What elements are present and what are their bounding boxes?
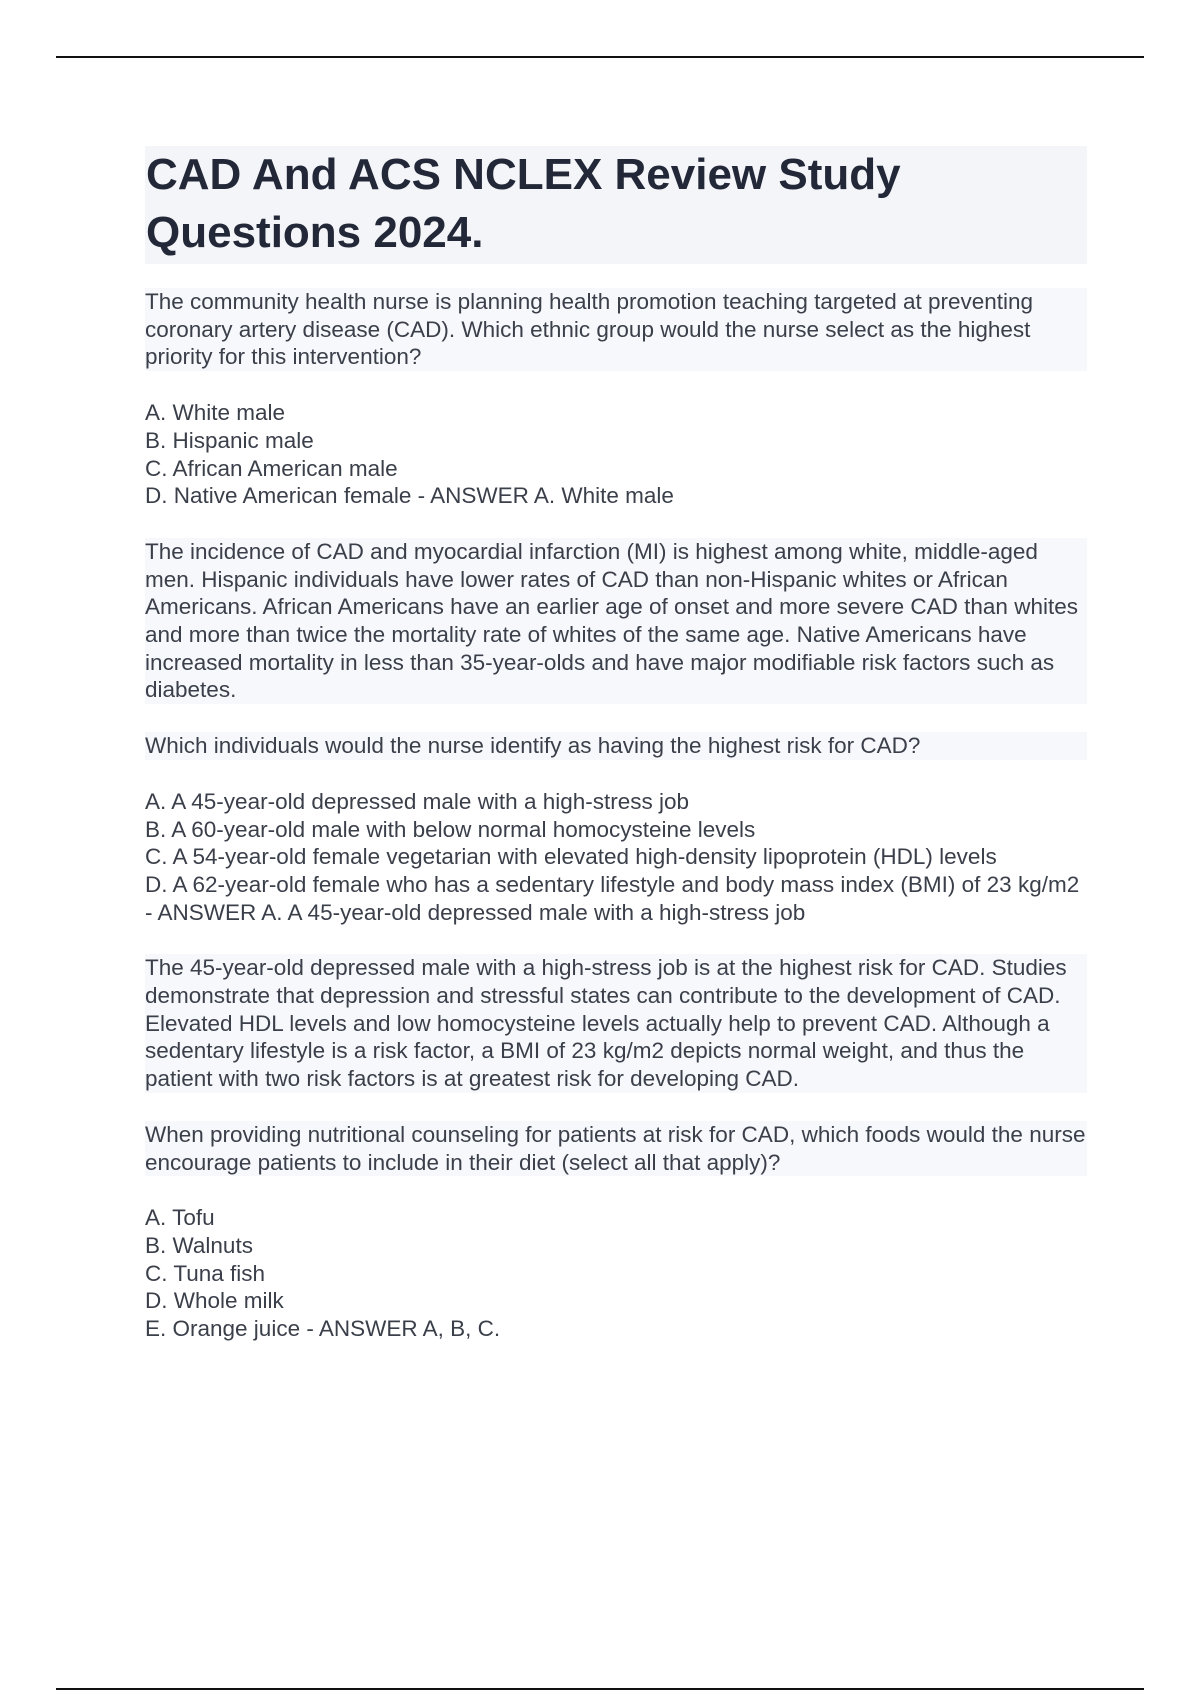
question-1-option-a: A. White male bbox=[145, 400, 286, 426]
question-2-option-d-answer: D. A 62-year-old female who has a sedentary lifestyle and body mass index (BMI) of 23 kg/m2 - ANSWER A. A 45-year-old depressed male with a high-stress job bbox=[145, 871, 1080, 925]
header-rule bbox=[56, 56, 1144, 58]
document-body bbox=[145, 146, 1087, 1371]
question-2-option-a: A. A 45-year-old depressed male with a high-stress job bbox=[145, 788, 690, 814]
question-2-text: Which individuals would the nurse identify as having the highest risk for CAD? bbox=[145, 732, 1087, 760]
question-1-option-c: C. African American male bbox=[145, 455, 398, 481]
footer-rule bbox=[56, 1688, 1144, 1690]
question-1-option-d-answer: D. Native American female - ANSWER A. White male bbox=[145, 483, 674, 509]
question-3-text: When providing nutritional counseling for patients at risk for CAD, which foods would the nurse encourage patients to include in their diet (select all that apply)? bbox=[145, 1121, 1086, 1175]
question-1-text: The community health nurse is planning health promotion teaching targeted at preventing coronary artery disease (CAD). Which ethnic group would the nurse select as the highest priority for this intervention? bbox=[145, 288, 1087, 371]
question-2-option-b: B. A 60-year-old male with below normal homocysteine levels bbox=[145, 816, 756, 842]
question-1-rationale: The incidence of CAD and myocardial infarction (MI) is highest among white, middle-aged men. Hispanic individuals have lower rates of CAD than non-Hispanic whites or African Americans. African Americans have an earlier age of onset and more severe CAD than whites and more than twice the mortality rate of whites of the same age. Native Americans have increased mortality in less than 35-year-olds and have major modifiable risk factors such as diabetes. bbox=[145, 538, 1087, 704]
question-3-option-e-answer: E. Orange juice - ANSWER A, B, C. bbox=[145, 1316, 501, 1342]
question-2-rationale: The 45-year-old depressed male with a high-stress job is at the highest risk for CAD. Studies demonstrate that depression and stressful states can contribute to the development of CAD. Elevated HDL levels and low homocysteine levels actually help to prevent CAD. Although a sedentary lifestyle is a risk factor, a BMI of 23 kg/m2 depicts normal weight, and thus the patient with two risk factors is at greatest risk for developing CAD. bbox=[145, 954, 1087, 1093]
question-2-option-c: C. A 54-year-old female vegetarian with elevated high-density lipoprotein (HDL) levels bbox=[145, 844, 997, 870]
question-3-option-b: B. Walnuts bbox=[145, 1232, 253, 1258]
question-3-option-a: A. Tofu bbox=[145, 1205, 215, 1231]
question-3-option-c: C. Tuna fish bbox=[145, 1260, 266, 1286]
question-1-option-b: B. Hispanic male bbox=[145, 427, 314, 453]
question-3-options bbox=[145, 1204, 1087, 1343]
question-1-options bbox=[145, 399, 1087, 510]
document-title: CAD And ACS NCLEX Review Study Questions 2024. bbox=[145, 146, 1087, 264]
question-2-options bbox=[145, 788, 1087, 927]
question-3-option-d: D. Whole milk bbox=[145, 1288, 284, 1314]
